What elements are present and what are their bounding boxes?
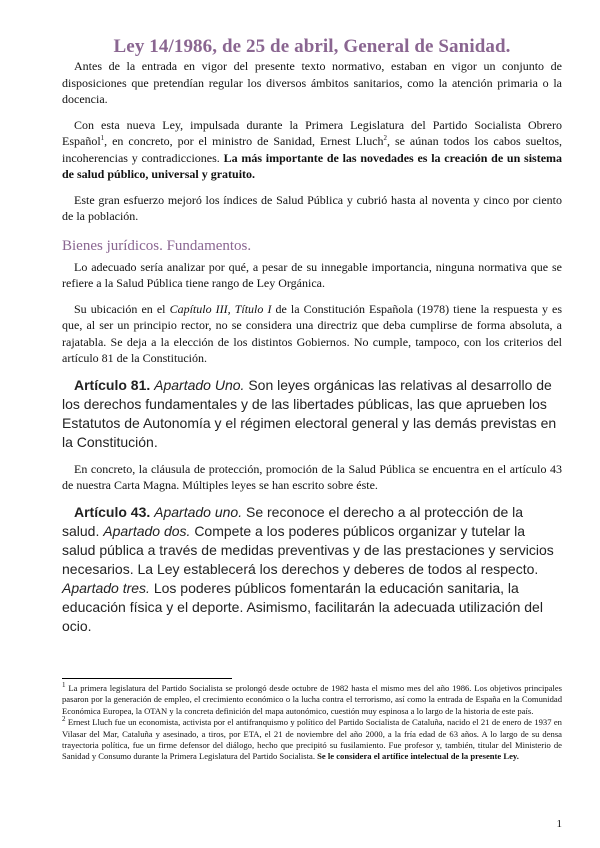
intro-p2-text-b: , en concreto, por el ministro de Sanidad, Ernest Lluch [104,134,384,148]
article-43-sub-2: Apartado dos. [103,522,191,539]
page-number: 1 [556,818,562,830]
footnote-ref-2[interactable]: 2 [383,134,388,142]
footnote-2 [62,717,562,763]
intro-paragraph-1: Antes de la entrada en vigor del presente texto normativo, estaban en vigor un conjunto de disposiciones que pretendían regular los diversos ámbitos sanitarios, como la atención primaria o la docencia. [62,59,562,106]
footnote-ref-1[interactable]: 1 [100,134,105,142]
article-81-text: Son leyes orgánicas las relativas al desarrollo de los derechos fundamentales y de las libertades públicas, las que aprueben los Estatutos de Autonomía y el régimen electoral general y las demás previstas en la Constitución. [62,376,557,450]
footnote-2-bold: Se le considera el artífice intelectual de la presente Ley. [317,751,519,762]
document-page [62,36,562,636]
article-43-sub-3: Apartado tres. [62,579,150,596]
intro-p2-text-c: , se aúnan todos los cabos sueltos, incoherencias y contradicciones. [62,134,562,165]
section-paragraph-3: En concreto, la cláusula de protección, promoción de la Salud Pública se encuentra en el artículo 43 de nuestra Carta Magna. Múltiples leyes se han escrito sobre éste. [62,461,562,492]
article-43-text-2: Compete a los poderes públicos organizar y tutelar la salud pública a través de medidas preventivas y de las prestaciones y servicios necesarios. La Ley establecerá los derechos y deberes de todos al respecto. [62,522,554,577]
article-81-subsection: Apartado Uno. [154,376,245,393]
article-81-label: Artículo 81. [74,376,151,393]
section-paragraph-1: Lo adecuado sería analizar por qué, a pesar de su innegable importancia, ninguna normativa que se refiere a la Salud Pública tiene rango de Ley Orgánica. [62,259,562,290]
footnote-1-text: La primera legislatura del Partido Socialista se prolongó desde octubre de 1982 hasta el mismo mes del año 1986. Los objetivos principales pasaron por la generación de empleo, el crecimiento económico o la lucha contra el terrorismo, así como la entrada de España en la Comunidad Económica Europea, la OTAN y la concreta definición del mapa autonómico, cuestión muy espinosa a lo largo de la historia de este país. [62,683,563,716]
intro-p2-text-a: Con esta nueva Ley, impulsada durante la Primera Legislatura del Partido Socialista Obrero Español [62,117,562,148]
section-paragraph-2 [62,301,562,367]
article-43-text-3: Los poderes públicos fomentarán la educación sanitaria, la educación física y el deporte. Asimismo, facilitarán la adecuada utilización del ocio. [62,579,543,634]
footnote-1 [62,683,562,717]
intro-paragraph-3: Este gran esfuerzo mejoró los índices de Salud Pública y cubrió hasta al noventa y cinco por ciento de la población. [62,192,562,223]
article-43-sub-1: Apartado uno. [154,503,243,520]
intro-paragraph-2 [62,117,562,183]
footnote-2-text: Ernest Lluch fue un economista, activista por el antifranquismo y político del Partido Socialista de Cataluña, nacido el 21 de enero de 1937 en Vilasar del Mar, Cataluña y asesinado, a tiros, por ETA, el 21 de noviembre del año 2000, a la fría edad de 63 años. A lo largo de su densa trayectoria política, fue un firme defensor del diálogo, hecho que precipitó su fusilamiento. Fue profesor y, también, titular del Ministerio de Sanidad y Consumo durante la Primera Legislatura del Partido Socialista. [62,717,562,762]
section-p2-italic: Capítulo III, Título I [169,301,272,316]
footnote-divider [62,678,232,679]
article-43-label: Artículo 43. [74,503,151,520]
footnotes [62,683,562,763]
article-43-quote [62,503,562,636]
intro-p2-bold: La más importante de las novedades es la creación de un sistema de salud público, universal y gratuito. [62,150,563,181]
section-p2-text-a: Su ubicación en el [74,301,166,316]
document-title: Ley 14/1986, de 25 de abril, General de Sanidad. [113,36,511,57]
article-81-quote [62,376,562,452]
section-p2-text-b: de la Constitución Española (1978) tiene la respuesta y es que, al ser un principio rector, no se considera una directriz que deba cumplirse de forma absoluta, a rajatabla. Se deja a la elección de los distintos Gobiernos. No cumple, tampoco, con los criterios del artículo 81 de la Constitución. [62,301,563,365]
article-43-text-1: Se reconoce el derecho a al protección de la salud. [62,503,524,539]
footnote-2-number: 2 [62,715,66,724]
footnote-1-number: 1 [62,681,66,690]
section-heading: Bienes jurídicos. Fundamentos. [62,237,252,254]
